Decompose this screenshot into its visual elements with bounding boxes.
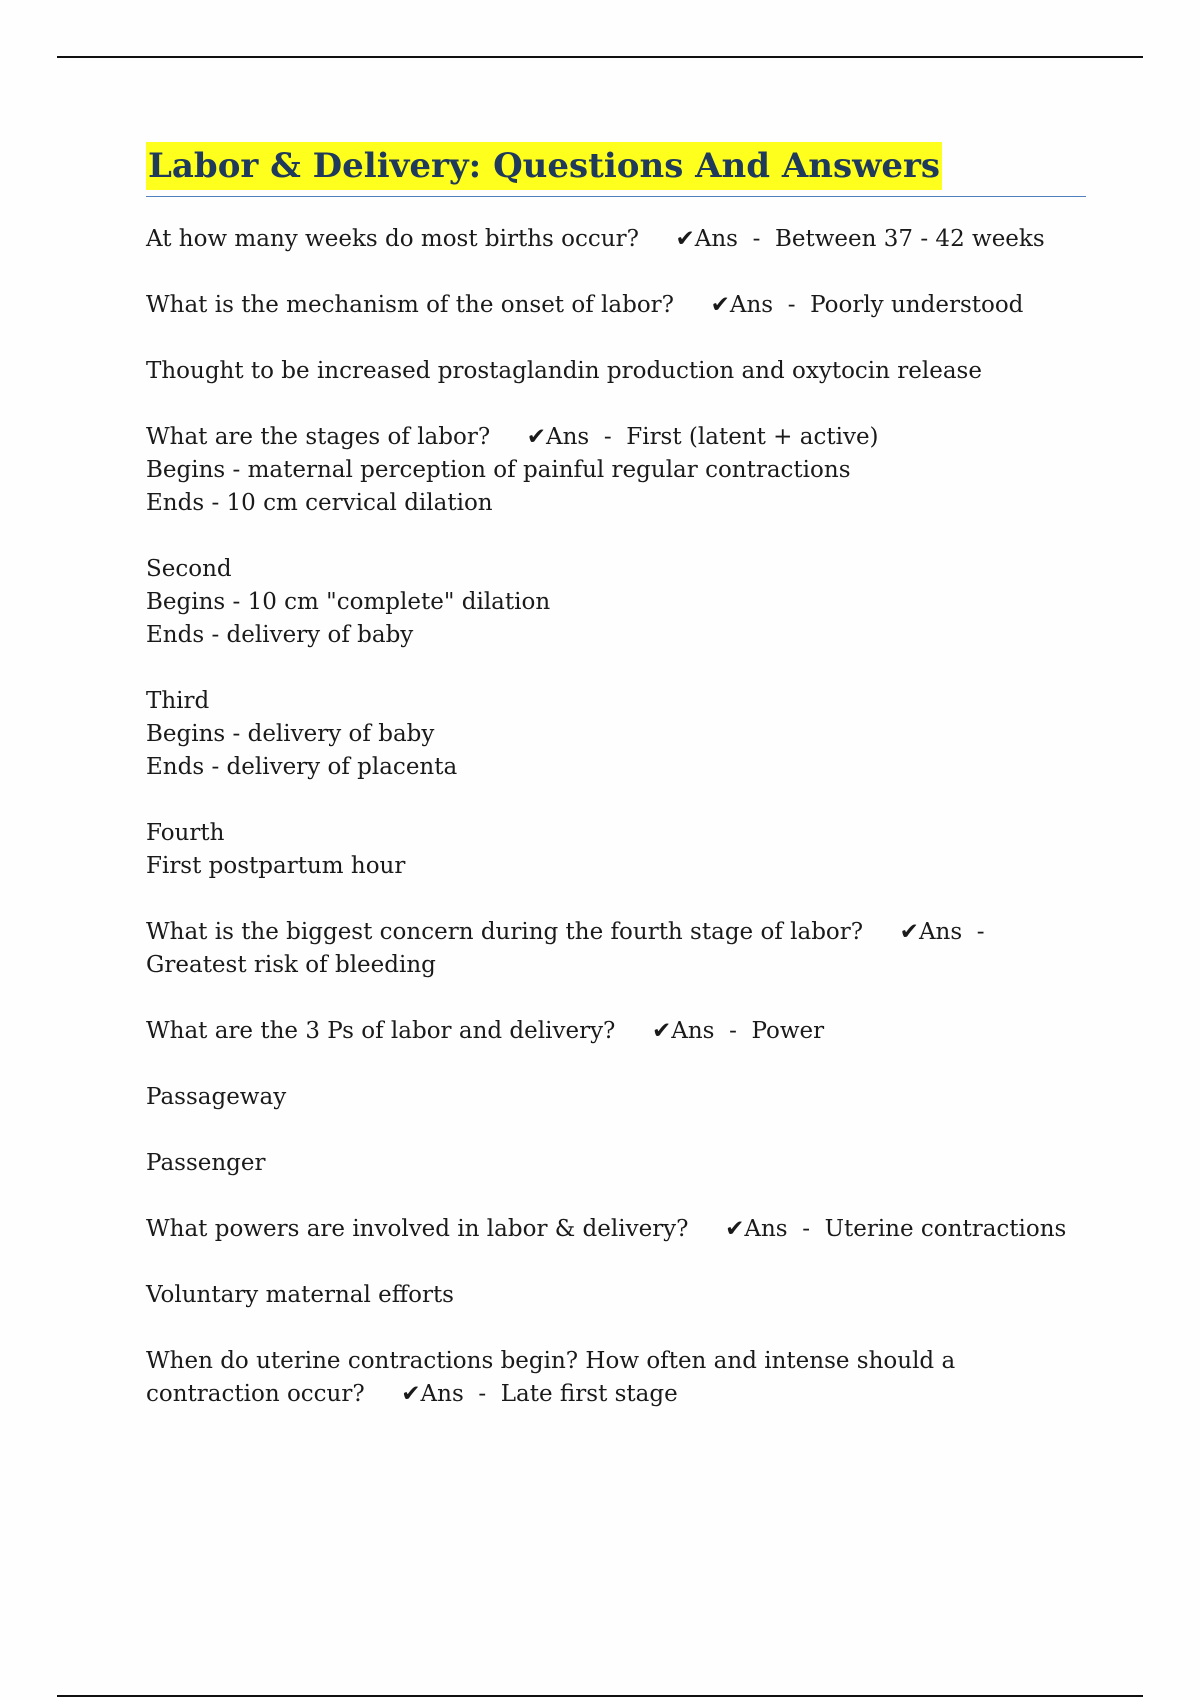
answer-detail-line: Passageway: [146, 1084, 287, 1110]
answer-marker: ✔Ans -: [725, 1216, 825, 1242]
qa-paragraph: [146, 1147, 1086, 1180]
answer-detail-line: Begins - maternal perception of painful regular contractions: [146, 457, 851, 483]
question-text: At how many weeks do most births occur?: [146, 226, 639, 252]
qa-paragraph: [146, 685, 1086, 784]
qa-list: [146, 223, 1086, 1411]
answer-marker: ✔Ans -: [526, 424, 627, 450]
answer-detail-line: Second: [146, 556, 232, 582]
answer-text: Between 37 - 42 weeks: [774, 226, 1045, 252]
answer-marker: ✔Ans -: [899, 919, 1000, 945]
answer-detail-line: Ends - delivery of placenta: [146, 754, 458, 780]
question-text: What powers are involved in labor & delivery?: [146, 1216, 689, 1242]
qa-paragraph: [146, 355, 1086, 388]
title-underline: [146, 142, 1086, 197]
qa-paragraph: [146, 817, 1086, 883]
answer-detail-line: Voluntary maternal efforts: [146, 1282, 454, 1308]
question-line: [146, 1015, 1086, 1048]
answer-detail-line: Passenger: [146, 1150, 266, 1176]
question-line: [146, 421, 1086, 454]
document-body: [146, 142, 1086, 1444]
answer-detail-line: Ends - delivery of baby: [146, 622, 414, 648]
qa-paragraph: [146, 553, 1086, 652]
answer-marker: ✔Ans -: [710, 292, 811, 318]
question-text: What are the stages of labor?: [146, 424, 491, 450]
question-line: [146, 916, 1086, 949]
answer-detail-line: Ends - 10 cm cervical dilation: [146, 490, 493, 516]
answer-marker: ✔Ans -: [401, 1381, 501, 1407]
question-line: [146, 1345, 1086, 1411]
qa-paragraph: [146, 1015, 1086, 1048]
page-title: Labor & Delivery: Questions And Answers: [146, 142, 942, 190]
qa-paragraph: [146, 1345, 1086, 1411]
question-text: What are the 3 Ps of labor and delivery?: [146, 1018, 616, 1044]
question-text: When do uterine contractions begin? How often and intense should a contraction occur?: [146, 1348, 963, 1407]
answer-detail-line: Fourth: [146, 820, 225, 846]
question-line: [146, 1213, 1086, 1246]
answer-detail-line: Thought to be increased prostaglandin production and oxytocin release: [146, 358, 982, 384]
answer-text: Late first stage: [500, 1381, 678, 1407]
qa-paragraph: [146, 1279, 1086, 1312]
qa-paragraph: [146, 916, 1086, 982]
answer-marker: ✔Ans -: [651, 1018, 752, 1044]
answer-text: Uterine contractions: [824, 1216, 1067, 1242]
answer-marker: ✔Ans -: [675, 226, 775, 252]
question-text: What is the mechanism of the onset of labor?: [146, 292, 675, 318]
qa-paragraph: [146, 421, 1086, 520]
qa-paragraph: [146, 1213, 1086, 1246]
question-text: What is the biggest concern during the fourth stage of labor?: [146, 919, 864, 945]
answer-detail-line: Third: [146, 688, 210, 714]
question-line: [146, 289, 1086, 322]
answer-detail-line: Begins - delivery of baby: [146, 721, 435, 747]
answer-text: First (latent + active): [626, 424, 879, 450]
answer-text: Power: [751, 1018, 825, 1044]
header-rule: [57, 56, 1143, 58]
qa-paragraph: [146, 289, 1086, 322]
question-line: [146, 223, 1086, 256]
qa-paragraph: [146, 223, 1086, 256]
footer-rule: [57, 1695, 1143, 1697]
answer-detail-line: First postpartum hour: [146, 853, 406, 879]
answer-text: Poorly understood: [810, 292, 1024, 318]
answer-detail-line: Begins - 10 cm "complete" dilation: [146, 589, 551, 615]
answer-text: Greatest risk of bleeding: [146, 952, 436, 978]
qa-paragraph: [146, 1081, 1086, 1114]
